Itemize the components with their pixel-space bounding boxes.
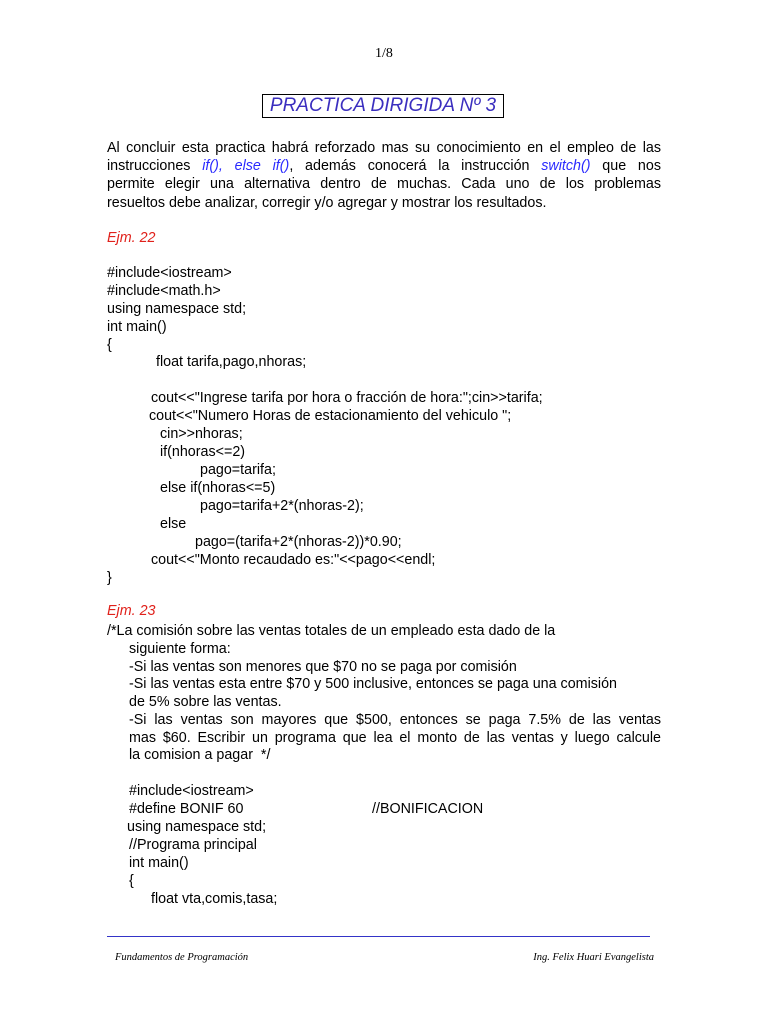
comment-line: -Si las ventas son menores que $70 no se paga por comisión: [129, 659, 517, 675]
code-line: {: [129, 873, 134, 889]
intro-line-2: [107, 157, 661, 175]
code-line: using namespace std;: [127, 819, 267, 835]
code-line: float tarifa,pago,nhoras;: [156, 354, 307, 370]
keyword-switch: switch(): [541, 158, 591, 175]
code-line: }: [107, 570, 112, 586]
code-line: cin>>nhoras;: [160, 426, 243, 442]
intro-line-3: permite elegir una alternativa dentro de muchas. Cada uno de los problemas: [107, 176, 661, 193]
intro-line-1: Al concluir esta practica habrá reforzado mas su conocimiento en el empleo de las: [107, 140, 661, 156]
comment-line: /*La comisión sobre las ventas totales de un empleado esta dado de la: [107, 623, 556, 639]
code-line: int main(): [107, 319, 167, 335]
code-line: {: [107, 337, 112, 353]
comment-line: la comision a pagar */: [129, 747, 271, 763]
comment-line: mas $60. Escribir un programa que lea el monto de las ventas y luego calcule: [129, 730, 661, 746]
example-23-label: Ejm. 23: [107, 603, 156, 619]
code-line: float vta,comis,tasa;: [151, 891, 278, 907]
code-line: cout<<"Ingrese tarifa por hora o fracción de hora:";cin>>tarifa;: [151, 390, 543, 406]
code-line: pago=(tarifa+2*(nhoras-2))*0.90;: [195, 534, 402, 550]
comment-line: -Si las ventas son mayores que $500, entonces se paga 7.5% de las ventas: [129, 712, 661, 728]
intro-text: , además conocerá la instrucción: [289, 158, 542, 175]
code-line: cout<<"Numero Horas de estacionamiento del vehiculo ";: [149, 408, 512, 424]
code-line: int main(): [129, 855, 189, 871]
code-line: #include<iostream>: [107, 265, 232, 281]
intro-paragraph: [107, 139, 661, 212]
page-number: 1/8: [375, 46, 393, 61]
keyword-if-else: if(), else if(): [202, 158, 290, 175]
code-line: using namespace std;: [107, 301, 247, 317]
code-line: #include<math.h>: [107, 283, 221, 299]
footer-divider: [107, 936, 650, 937]
intro-text: instrucciones: [107, 158, 203, 175]
comment-line: de 5% sobre las ventas.: [129, 694, 282, 710]
example-22-label: Ejm. 22: [107, 230, 156, 246]
comment-line: -Si las ventas esta entre $70 y 500 inclusive, entonces se paga una comisión: [129, 676, 617, 692]
code-line: #include<iostream>: [129, 783, 254, 799]
code-line: if(nhoras<=2): [160, 444, 246, 460]
code-line: #define BONIF 60: [129, 801, 244, 817]
code-line: //Programa principal: [129, 837, 257, 853]
footer-course: Fundamentos de Programación: [115, 952, 249, 963]
code-line: else if(nhoras<=5): [160, 480, 276, 496]
footer-author: Ing. Felix Huari Evangelista: [533, 952, 654, 963]
intro-text: que nos: [590, 158, 661, 175]
code-line: else: [160, 516, 187, 532]
intro-line-4: resueltos debe analizar, corregir y/o agregar y mostrar los resultados.: [107, 194, 547, 211]
page-title: PRACTICA DIRIGIDA Nº 3: [262, 94, 504, 118]
code-line: pago=tarifa;: [200, 462, 276, 478]
code-comment: //BONIFICACION: [372, 801, 484, 817]
code-line: pago=tarifa+2*(nhoras-2);: [200, 498, 364, 514]
code-line: cout<<"Monto recaudado es:"<<pago<<endl;: [151, 552, 436, 568]
comment-line: siguiente forma:: [129, 641, 231, 657]
